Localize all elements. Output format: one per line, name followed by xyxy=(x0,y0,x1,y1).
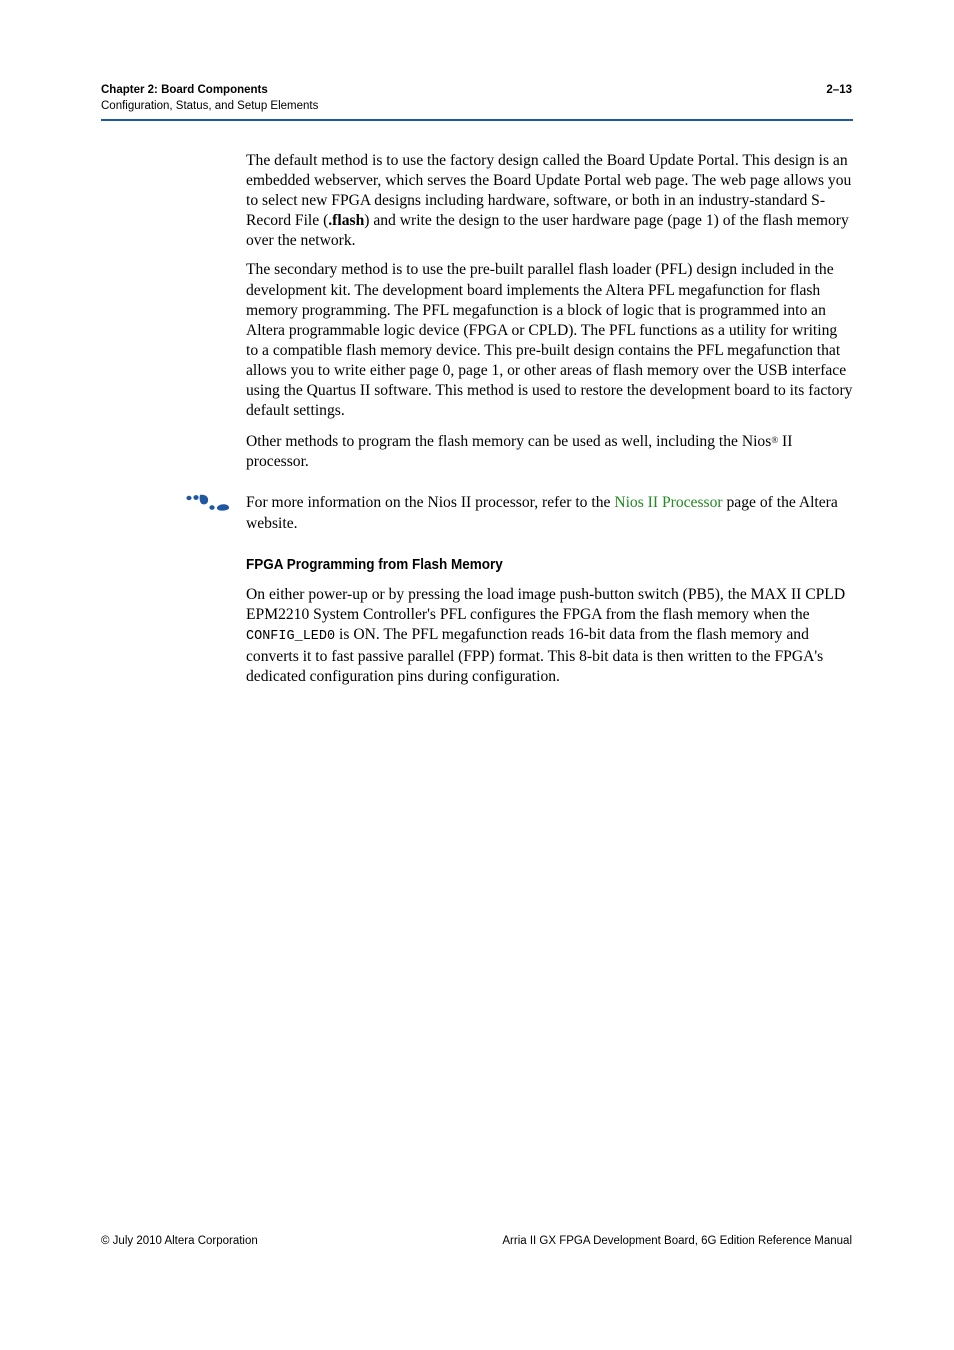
flash-file-extension: .flash xyxy=(328,212,365,230)
paragraph-secondary-method: The secondary method is to use the pre-built parallel flash loader (PFL) design included in the development kit. The development board implements the Altera PFL megafunction for flash memory programming. The PFL megafunction is a block of logic that is programmed into an Altera programmable logic device (FPGA or CPLD). The PFL functions as a utility for writing to a compatible flash memory device. This pre-built design contains the PFL megafunction that allows you to write either page 0, page 1, or other areas of flash memory over the USB interface using the Quartus II software. This method is used to restore the development board to its factory default settings. xyxy=(246,261,853,420)
paragraph-default-method: The default method is to use the factory design called the Board Update Portal. This design is an embedded webserver, which serves the Board Update Portal web page. The web page allows you to select new FPGA designs including hardware, software, or both in an industry-standard S-Record File (.flash) and write the design to the user hardware page (page 1) of the flash memory over the network. xyxy=(246,152,852,250)
header-section: Configuration, Status, and Setup Elements xyxy=(101,100,319,112)
footer-left: © July 2010 Altera Corporation xyxy=(101,1235,258,1247)
nios-ii-processor-link[interactable]: Nios II Processor xyxy=(614,494,723,512)
registered-mark: ® xyxy=(771,435,779,446)
header-chapter: Chapter 2: Board Components xyxy=(101,84,268,96)
footprint-note-icon xyxy=(186,493,232,511)
paragraph-fpga-programming: On either power-up or by pressing the load image push-button switch (PB5), the MAX II CPLD EPM2210 System Controller's PFL configures the FPGA from the flash memory when the CONFIG_LED0 is ON. The PFL megafunction reads 16-bit data from the flash memory and converts it to fast passive parallel (FPP) format. This 8-bit data is then written to the FPGA's dedicated configuration pins during configuration. xyxy=(246,585,846,686)
subheading-fpga-programming: FPGA Programming from Flash Memory xyxy=(246,555,503,573)
config-led0-code: CONFIG_LED0 xyxy=(246,628,336,644)
body-column xyxy=(246,151,853,696)
footer-right: Arria II GX FPGA Development Board, 6G Edition Reference Manual xyxy=(502,1235,852,1247)
paragraph-other-methods: Other methods to program the flash memory can be used as well, including the Nios® II processor. xyxy=(246,433,793,471)
header-rule xyxy=(101,119,853,121)
header-page-number: 2–13 xyxy=(826,84,852,96)
note-paragraph: For more information on the Nios II processor, refer to the Nios II Processor page of the Altera website. xyxy=(246,493,853,533)
